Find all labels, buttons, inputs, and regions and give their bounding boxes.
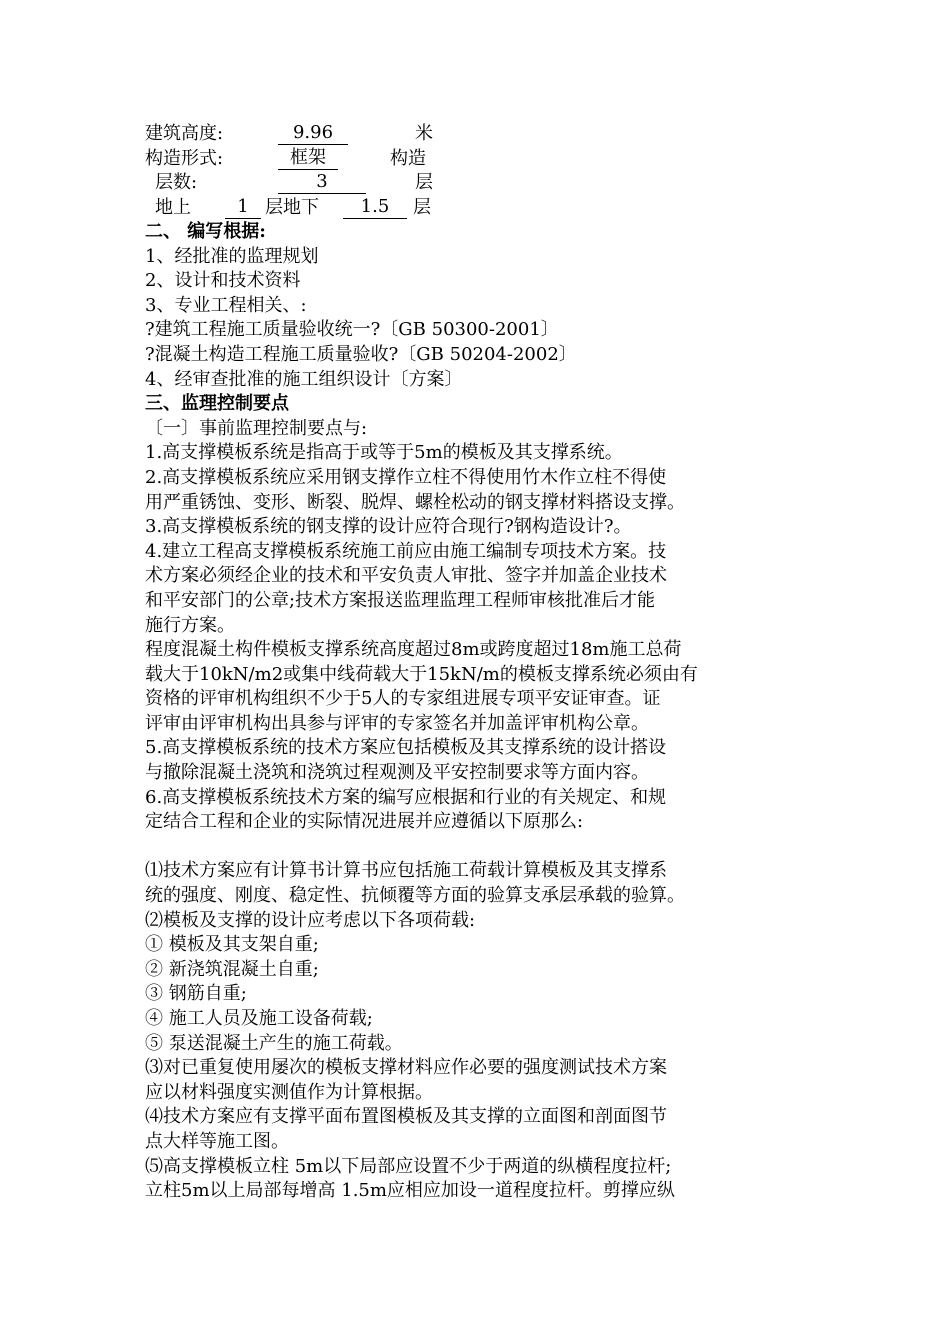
text-line: 术方案必须经企业的技术和平安负责人审批、签字并加盖企业技术 bbox=[145, 565, 667, 587]
below-unit: 层 bbox=[413, 196, 431, 218]
text-line: 统的强度、刚度、稳定性、抗倾覆等方面的验算支承层承载的验算。 bbox=[145, 885, 685, 907]
text-line: ④ 施工人员及施工设备荷载; bbox=[145, 1008, 373, 1029]
height-label: 建筑高度: bbox=[145, 123, 224, 144]
text-line: 与撤除混凝土浇筑和浇筑过程观测及平安控制要求等方面内容。 bbox=[145, 762, 649, 784]
text-line: 资格的评审机构组织不少于5人的专家组进展专项平安证审查。证 bbox=[145, 688, 661, 710]
text-line: 定结合工程和企业的实际情况进展并应遵循以下原那么: bbox=[145, 811, 584, 833]
floors-row bbox=[145, 171, 465, 196]
text-line: 施行方案。 bbox=[145, 614, 235, 636]
text-line: 1.高支撑模板系统是指高于或等于5m的模板及其支撑系统。 bbox=[145, 442, 623, 464]
text-line: 点大样等施工图。 bbox=[145, 1130, 289, 1152]
text-line: ?混凝土构造工程施工质量验收?〔GB 50204-2002〕 bbox=[145, 343, 577, 365]
structure-label: 构造形式: bbox=[145, 147, 224, 169]
above-label: 地上 bbox=[155, 196, 191, 218]
structure-value: 框架 bbox=[278, 147, 338, 170]
text-line: ⑷技术方案应有支撑平面布置图模板及其支撑的立面图和剖面图节 bbox=[145, 1106, 667, 1128]
below-label: 层地下 bbox=[265, 196, 319, 218]
text-line: 应以材料强度实测值作为计算根据。 bbox=[145, 1081, 433, 1103]
text-line: ⑤ 泵送混凝土产生的施工荷载。 bbox=[145, 1032, 403, 1054]
building-info bbox=[145, 122, 465, 220]
height-unit: 米 bbox=[415, 123, 433, 144]
text-line: 4、经审查批准的施工组织设计〔方案〕 bbox=[145, 368, 463, 390]
text-line: 2.高支撑模板系统应采用钢支撑作立柱不得使用竹木作立柱不得使 bbox=[145, 466, 667, 488]
text-line: 1、经批准的监理规划 bbox=[145, 245, 319, 267]
structure-unit: 构造 bbox=[390, 147, 426, 169]
text-line: ⑵模板及支撑的设计应考虑以下各项荷载: bbox=[145, 909, 476, 931]
text-line: 2、设计和技术资料 bbox=[145, 270, 301, 292]
height-row bbox=[145, 122, 465, 147]
text-line: 程度混凝土构件模板支撑系统高度超过8m或跨度超过18m施工总荷 bbox=[145, 639, 682, 661]
text-line: 评审由评审机构出具参与评审的专家签名并加盖评审机构公章。 bbox=[145, 712, 649, 734]
text-line: ?建筑工程施工质量验收统一?〔GB 50300-2001〕 bbox=[145, 319, 559, 341]
below-value: 1.5 bbox=[343, 196, 407, 219]
floors-value: 3 bbox=[278, 171, 366, 194]
text-line: 立柱5m以上局部每增高 1.5m应相应加设一道程度拉杆。剪撑应纵 bbox=[145, 1180, 675, 1202]
floors-unit: 层 bbox=[415, 172, 433, 194]
floors-label: 层数: bbox=[155, 172, 198, 194]
text-line: ③ 钢筋自重; bbox=[145, 983, 247, 1005]
text-line: 6.高支撑模板系统技术方案的编写应根据和行业的有关规定、和规 bbox=[145, 786, 667, 808]
text-line: 和平安部门的公章;技术方案报送监理监理工程师审核批准后才能 bbox=[145, 589, 656, 611]
text-line: 〔一〕事前监理控制要点与: bbox=[145, 417, 368, 439]
text-line: 3、专业工程相关、: bbox=[145, 294, 307, 316]
text-line: ① 模板及其支架自重; bbox=[145, 934, 319, 956]
section-heading: 三、监理控制要点 bbox=[145, 393, 289, 415]
text-line: 3.高支撑模板系统的钢支撑的设计应符合现行?钢构造设计?。 bbox=[145, 516, 632, 538]
text-line: ⑴技术方案应有计算书计算书应包括施工荷载计算模板及其支撑系 bbox=[145, 860, 667, 882]
text-line: 用严重锈蚀、变形、断裂、脱焊、螺栓松动的钢支撑材料搭设支撑。 bbox=[145, 491, 685, 513]
structure-row bbox=[145, 147, 465, 172]
height-value: 9.96 bbox=[278, 122, 348, 145]
levels-row bbox=[145, 196, 465, 221]
section-heading: 二、 编写根据: bbox=[145, 221, 266, 242]
document-body bbox=[145, 220, 810, 1204]
blank-line bbox=[145, 835, 810, 860]
above-value: 1 bbox=[225, 196, 261, 219]
text-line: 载大于10kN/m2或集中线荷载大于15kN/m的模板支撑系统必须由有 bbox=[145, 663, 698, 685]
text-line: ⑸高支撑模板立柱 5m以下局部应设置不少于两道的纵横程度拉杆; bbox=[145, 1155, 672, 1177]
text-line: ⑶对已重复使用屡次的模板支撑材料应作必要的强度测试技术方案 bbox=[145, 1057, 667, 1079]
text-line: 5.高支撑模板系统的技术方案应包括模板及其支撑系统的设计搭设 bbox=[145, 737, 667, 759]
text-line: 4.建立工程高支撑模板系统施工前应由施工编制专项技术方案。技 bbox=[145, 540, 667, 562]
text-line: ② 新浇筑混凝土自重; bbox=[145, 958, 319, 980]
